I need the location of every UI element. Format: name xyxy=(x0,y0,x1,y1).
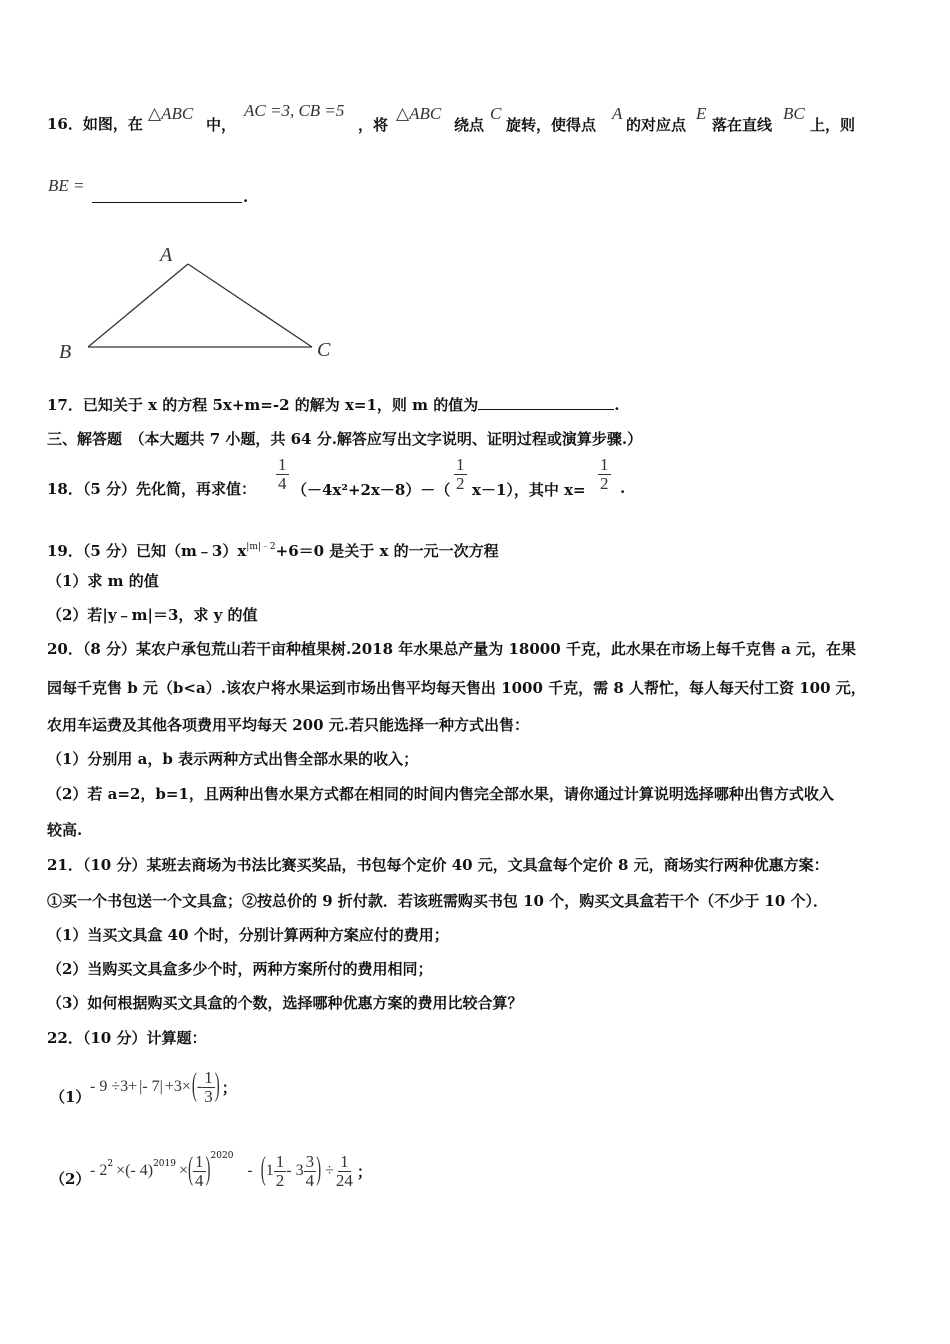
q21-line1: 21．（10 分）某班去商场为书法比赛买奖品，书包每个定价 40 元，文具盒每个定价 8 元，商场实行两种优惠方案： xyxy=(47,856,829,874)
q17-answer-blank xyxy=(478,395,614,410)
q16-be-label: BE = xyxy=(48,176,85,195)
q19-part2: （2）若|y﹣m|＝3，求 y 的值 xyxy=(47,606,258,624)
fraction-denominator: 4 xyxy=(305,1170,315,1190)
minus-sign: - xyxy=(196,1078,203,1095)
fraction-numerator: 3 xyxy=(305,1151,315,1171)
q19-exponent: |m|﹣2 xyxy=(246,542,276,552)
q21-part2: （2）当购买文具盒多少个时，两种方案所付的费用相同； xyxy=(47,960,433,978)
expr-part: ×(- 4) xyxy=(116,1162,154,1179)
q16-text: 上，则 xyxy=(810,116,856,134)
semicolon: ； xyxy=(221,1078,237,1097)
fraction-numerator: 1 xyxy=(195,1151,204,1171)
q21-part1: （1）当买文具盒 40 个时，分别计算两种方案应付的费用； xyxy=(47,926,449,944)
left-paren: ( xyxy=(191,1068,197,1104)
expr-part: - 9 ÷3+ xyxy=(90,1078,138,1095)
q17-period: . xyxy=(614,396,620,414)
q16-number: 16． xyxy=(47,115,83,133)
q16-text: 中， xyxy=(206,116,237,134)
expr-part: +3× xyxy=(164,1078,191,1095)
expr-part: - 2 xyxy=(90,1162,108,1179)
fraction-denominator: 4 xyxy=(195,1170,204,1190)
vertex-label-c: C xyxy=(317,339,331,361)
q16-text: ，将 xyxy=(358,116,389,134)
q19-head-text: 19．（5 分）已知（m﹣3）x xyxy=(47,542,247,560)
q20-line2: 园每千克售 b 元（b<a）.该农户将水果运到市场出售平均每天售出 1000 千克，需 8 人帮忙，每人每天付工资 100 元， xyxy=(47,679,866,697)
fraction-denominator: 3 xyxy=(204,1086,213,1106)
q16-text: 旋转，使得点 xyxy=(506,116,597,134)
q20-part2-cont: 较高. xyxy=(47,821,83,839)
fraction-denominator: 2 xyxy=(456,474,465,493)
fraction-denominator: 4 xyxy=(278,474,287,493)
divide-sign: ÷ xyxy=(325,1162,334,1179)
q22-part1-label: （1） xyxy=(50,1088,91,1106)
q16-text: 如图，在 xyxy=(82,115,143,133)
section-3-heading: 三、解答题 （本大题共 7 小题，共 64 分.解答应写出文字说明、证明过程或演算步骤.） xyxy=(47,430,643,448)
q16-text: 绕点 xyxy=(454,116,485,134)
q16-triangle-abc: △ABC xyxy=(148,104,194,123)
q21-part3: （3）如何根据购买文具盒的个数，选择哪种优惠方案的费用比较合算？ xyxy=(47,994,523,1012)
abs-value: |- 7| xyxy=(139,1078,163,1095)
q16-point-e: E xyxy=(696,104,707,123)
fraction-numerator: 1 xyxy=(456,455,465,474)
expr-part: - 3 xyxy=(286,1162,304,1179)
vertex-label-b: B xyxy=(59,341,72,363)
q21-line2: ①买一个书包送一个文具盒；②按总价的 9 折付款．若该班需购买书包 10 个，购买文具盒若干个（不少于 10 个）． xyxy=(47,892,829,910)
fraction-numerator: 1 xyxy=(278,455,287,474)
q22-fraction-1-3 xyxy=(202,1069,215,1106)
q19-head-text-2: +6＝0 是关于 x 的一元一次方程 xyxy=(275,542,499,560)
q16-point-c: C xyxy=(490,104,502,123)
exponent: 2019 xyxy=(153,1159,176,1169)
q16-condition: AC =3, CB =5 xyxy=(244,101,345,120)
exponent: 2 xyxy=(107,1159,114,1169)
q22-fraction-3-4 xyxy=(304,1153,317,1190)
q22-fraction-1-4 xyxy=(193,1153,206,1190)
whole-number: 1 xyxy=(265,1162,274,1179)
q17-text: 17．已知关于 x 的方程 5x+m=-2 的解为 x=1，则 m 的值为 xyxy=(47,396,479,414)
exponent: 2020 xyxy=(210,1151,234,1161)
semicolon: ； xyxy=(356,1162,372,1181)
q16-period: . xyxy=(243,188,249,206)
q19-part1: （1）求 m 的值 xyxy=(47,572,159,590)
q16-triangle-abc-2: △ABC xyxy=(396,104,442,123)
q22-fraction-1-2 xyxy=(274,1153,287,1190)
fraction-numerator: 1 xyxy=(600,455,609,474)
q16-line-bc: BC xyxy=(783,104,805,123)
q16-line1 xyxy=(47,114,143,134)
fraction-numerator: 1 xyxy=(275,1151,285,1171)
q18-fraction-1 xyxy=(276,456,289,493)
q16-point-a: A xyxy=(612,104,623,123)
q17 xyxy=(47,395,619,415)
triangle-figure xyxy=(55,240,345,370)
q20-line3: 农用车运费及其他各项费用平均每天 200 元.若只能选择一种方式出售： xyxy=(47,716,529,734)
q20-part2: （2）若 a=2，b=1，且两种出售水果方式都在相同的时间内售完全部水果，请你通过计算说明选择哪种出售方式收入 xyxy=(47,785,834,803)
q18-expression-2: x－1），其中 x= xyxy=(472,481,586,499)
q22-part2-label: （2） xyxy=(50,1170,91,1188)
q20-part1: （1）分别用 a，b 表示两种方式出售全部水果的收入； xyxy=(47,750,419,768)
q19-head xyxy=(47,537,499,561)
q16-text: 落在直线 xyxy=(712,116,773,134)
fraction-denominator: 2 xyxy=(275,1170,285,1190)
q16-answer-blank xyxy=(92,184,242,203)
q18-period: . xyxy=(620,479,626,497)
q18-fraction-3 xyxy=(598,456,611,493)
minus-sign: - xyxy=(247,1162,253,1179)
q20-line1: 20．（8 分）某农户承包荒山若干亩种植果树.2018 年水果总产量为 18000 千克，此水果在市场上每千克售 a 元，在果 xyxy=(47,640,857,658)
times-sign: × xyxy=(178,1162,189,1179)
fraction-numerator: 1 xyxy=(204,1067,213,1087)
fraction-denominator: 24 xyxy=(335,1170,353,1190)
right-paren: ) xyxy=(205,1152,211,1188)
q16-text: 的对应点 xyxy=(626,116,687,134)
q22-fraction-1-24 xyxy=(334,1153,355,1190)
left-paren: ( xyxy=(188,1152,194,1188)
side-ac xyxy=(188,264,312,347)
left-paren: ( xyxy=(260,1152,266,1188)
q22-expression-2 xyxy=(90,1146,372,1196)
q18-expression: （－4x²+2x－8）－（ xyxy=(292,481,451,499)
right-paren: ) xyxy=(316,1152,322,1188)
fraction-denominator: 2 xyxy=(600,474,609,493)
side-ab xyxy=(88,264,188,347)
right-paren: ) xyxy=(214,1068,220,1104)
vertex-label-a: A xyxy=(160,244,173,266)
fraction-numerator: 1 xyxy=(340,1151,349,1171)
q18-fraction-2 xyxy=(454,456,467,493)
q22-expression-1 xyxy=(90,1064,237,1110)
q18-prefix: 18．（5 分）先化简，再求值： xyxy=(47,480,257,498)
q22-head: 22．（10 分）计算题： xyxy=(47,1029,207,1047)
